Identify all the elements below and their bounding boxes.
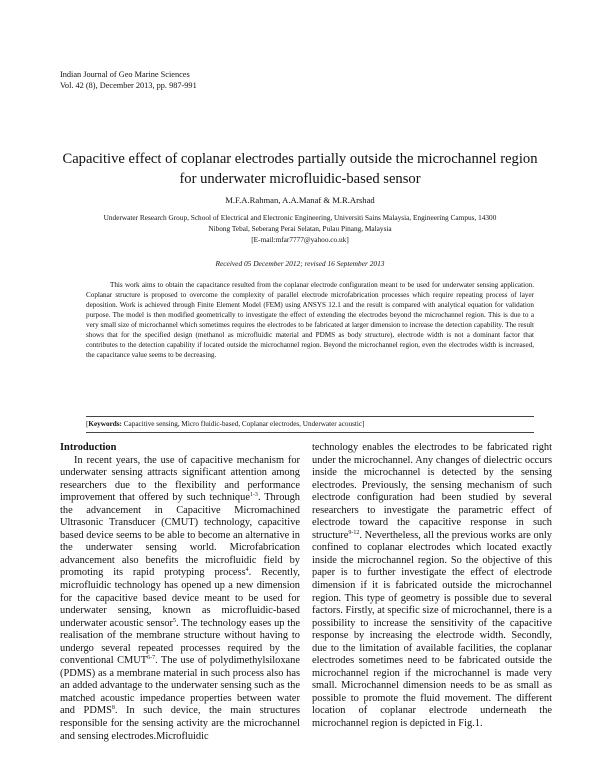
abstract: This work aims to obtain the capacitance resulted from the coplanar electrode configuration meant to be used for underwater sensing application. Coplanar structure is proposed to overcome the complexity of parallel electrode microfabrication processes which require repeating process of layer deposition. Work is achieved through Finite Element Model (FEM) using ANSYS 12.1 and the result is compared with analytical equation for validation purpose. The model is then modified geometrically to investigate the effect of extending the electrodes beyond the microchannel region. This is due to a very small size of microchannel which sometimes requires the electrodes to be fabricated at larger dimension to increase the detection capability. The result shows that for the specified design (methanol as microfluidic material and PDMS as body structure), electrode width is not a dominant factor that contributes to the detection capability if located outside the microchannel region. Beyond the microchannel region, even the electrodes width is increased, the capacitance value seems to be decreasing.	[86, 281, 534, 360]
citation-ref: 8	[111, 705, 115, 712]
affiliation-line-1: Underwater Research Group, School of Electrical and Electronic Engineering, Universiti Sains Malaysia, Engineering Campus, 14300	[103, 213, 497, 222]
citation-ref: 5	[173, 617, 177, 624]
affiliation	[60, 212, 540, 246]
right-column	[312, 442, 552, 731]
keywords	[86, 420, 534, 428]
citation-ref: 6-7	[147, 655, 156, 662]
keywords-label: Keywords:	[88, 420, 122, 428]
journal-name: Indian Journal of Geo Marine Sciences	[60, 70, 190, 79]
journal-header	[60, 70, 197, 92]
paper-title-line-1: Capacitive effect of coplanar electrodes partially outside the microchannel region	[62, 151, 538, 167]
authors: M.F.A.Rahman, A.A.Manaf & M.R.Arshad	[225, 195, 375, 205]
citation-ref: 4	[245, 567, 249, 574]
intro-paragraph-right: technology enables the electrodes to be fabricated right under the microchannel. Any changes of dielectric occurs inside the microchannel is detected by the sensing electrodes. Previously, the sensing mechanism of such electrode configuration had been studied by several researchers to investigate the parametric effect of electrode toward the capacitive response in such structure$^{9-12}$. Nevertheless, all the previous works are only confined to coplanar electrodes which located exactly inside the microchannel region. So the objective of this paper is to further investigate the effect of electrode dimension if it is fabricated outside the microchannel region. This type of geometry is possible due to several factors. Firstly, at specific size of microchannel, there is a possibility to increase the sensitivity of the capacitive response by increasing the electrode width. Secondly, due to the limitation of available facilities, the coplanar electrodes sometimes need to be fabricated outside the microchannel region if the microchannel is made very small. Microchannel dimension needs to be as small as possible to promote the fluid movement. The different location of coplanar electrode underneath the microchannel region is depicted in Fig.1.	[312, 442, 552, 730]
keywords-top-rule	[86, 416, 534, 417]
citation-ref: 1-3	[249, 492, 258, 499]
left-column	[60, 442, 300, 743]
section-heading-introduction: Introduction	[60, 442, 117, 453]
paper-title	[40, 150, 560, 189]
received-dates: Received 05 December 2012; revised 16 September 2013	[215, 259, 385, 268]
author-email: [E-mail:mfar7777@yahoo.co.uk]	[251, 235, 349, 245]
paper-title-line-2: for underwater microfluidic-based sensor	[179, 170, 421, 187]
citation-ref: 9-12	[348, 529, 360, 536]
keywords-open-bracket: [	[86, 420, 89, 428]
keywords-bottom-rule	[86, 432, 534, 433]
affiliation-line-2: Nibong Tebal, Seberang Perai Selatan, Pulau Pinang, Malaysia	[208, 224, 392, 234]
keywords-text: Capacitive sensing, Micro fluidic-based, Coplanar electrodes, Underwater acoustic]	[121, 420, 365, 428]
intro-paragraph-left: In recent years, the use of capacitive mechanism for underwater sensing attracts significant attention among researchers due to the flexibility and performance improvement that offered by such technique$^{1-3}$. Through the advancement in Capacitive Micromachined Ultrasonic Transducer (CMUT) technology, capacitive based device seems to be able to become an alternative in the underwater sensing world. Microfabrication advancement also benefits the microfluidic field by promoting its rapid protyping process$^4$. Recently, microfluidic technology has opened up a new dimension for the capacitive based device meant to be used for underwater sensing, known as microfluidic-based underwater acoustic sensor$^5$. The technology eases up the realisation of the membrane structure without having to undergo several repeated processes required by the conventional CMUT$^{6-7}$. The use of polydimethylsiloxane (PDMS) as a membrane material in such process also has an added advantage to the underwater sensing such as the matched acoustic impedance properties between water and PDMS$^8$. In such device, the main structures responsible for the sensing activity are the microchannel and sensing electrodes.Microfluidic	[60, 454, 300, 742]
journal-volume: Vol. 42 (8), December 2013, pp. 987-991	[60, 80, 197, 90]
